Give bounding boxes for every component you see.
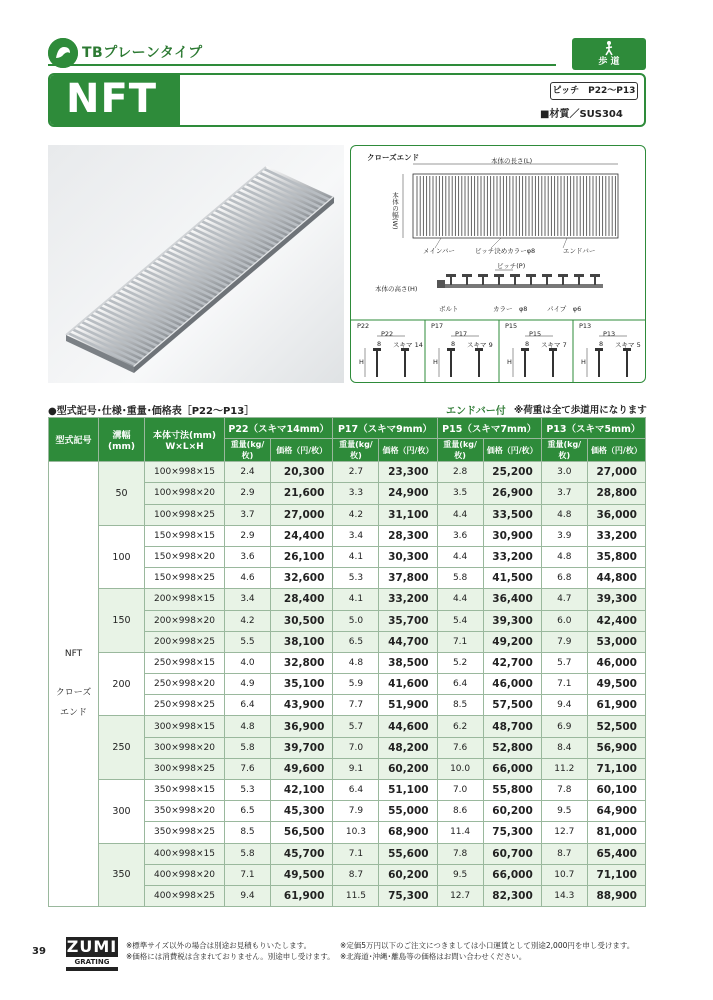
size-cell: 350×998×25 [145, 822, 225, 843]
price-cell: 44,800 [587, 568, 645, 589]
pitch-panel-title: P17 [431, 322, 444, 330]
width-cell: 150 [99, 589, 145, 653]
size-cell: 400×998×20 [145, 864, 225, 885]
table-row [49, 525, 646, 546]
width-cell: 50 [99, 462, 145, 526]
weight-cell: 8.6 [437, 801, 483, 822]
width-label: 本体の幅(W) [391, 192, 399, 230]
weight-cell: 9.4 [225, 885, 271, 906]
weight-cell: 7.6 [225, 758, 271, 779]
weight-cell: 9.1 [333, 758, 379, 779]
brand-logo-bottom: GRATING [66, 957, 118, 967]
price-cell: 36,900 [271, 716, 333, 737]
weight-cell: 4.1 [333, 546, 379, 567]
weight-cell: 4.8 [541, 504, 587, 525]
weight-cell: 8.5 [437, 695, 483, 716]
price-cell: 38,500 [379, 652, 437, 673]
price-cell: 49,600 [271, 758, 333, 779]
price-cell: 45,700 [271, 843, 333, 864]
pitch-height-label: H [359, 358, 364, 366]
price-cell: 27,000 [587, 462, 645, 483]
structure-diagram [350, 145, 646, 383]
weight-cell: 5.9 [333, 674, 379, 695]
price-cell: 31,100 [379, 504, 437, 525]
price-cell: 52,500 [587, 716, 645, 737]
weight-cell: 3.0 [541, 462, 587, 483]
width-cell: 350 [99, 843, 145, 907]
weight-cell: 8.7 [333, 864, 379, 885]
size-cell: 250×998×15 [145, 652, 225, 673]
price-cell: 68,900 [379, 822, 437, 843]
weight-cell: 7.0 [437, 780, 483, 801]
size-cell: 150×998×15 [145, 525, 225, 546]
model-cell: NFT クローズ エンド [49, 462, 99, 907]
size-cell: 300×998×15 [145, 716, 225, 737]
width-cell: 200 [99, 652, 145, 716]
pitch-height-label: H [507, 358, 512, 366]
weight-cell: 4.4 [437, 589, 483, 610]
size-cell: 200×998×15 [145, 589, 225, 610]
price-cell: 49,200 [483, 631, 541, 652]
pitch-dim-value: P17 [455, 330, 468, 338]
weight-cell: 10.0 [437, 758, 483, 779]
pitch-gap-label: スキマ 9 [467, 341, 493, 349]
pitch-panel-title: P22 [357, 322, 370, 330]
weight-cell: 6.4 [225, 695, 271, 716]
weight-cell: 9.5 [541, 801, 587, 822]
price-cell: 28,800 [587, 483, 645, 504]
weight-cell: 6.5 [225, 801, 271, 822]
weight-cell: 2.9 [225, 483, 271, 504]
subheader-price: 価格（円/枚） [271, 439, 333, 462]
pitch-bar-width: 8 [451, 340, 456, 348]
size-cell: 150×998×20 [145, 546, 225, 567]
weight-cell: 5.7 [541, 652, 587, 673]
bolt-label: ボルト [439, 305, 459, 313]
pitch-gap-label: スキマ 7 [541, 341, 567, 349]
table-row [49, 716, 646, 737]
pitch-gap-label: スキマ 5 [615, 341, 641, 349]
price-cell: 51,900 [379, 695, 437, 716]
size-cell: 100×998×20 [145, 483, 225, 504]
price-cell: 48,200 [379, 737, 437, 758]
weight-cell: 11.5 [333, 885, 379, 906]
price-cell: 33,200 [587, 525, 645, 546]
price-cell: 27,000 [271, 504, 333, 525]
price-cell: 66,000 [483, 758, 541, 779]
subheader-weight: 重量(kg/枚) [225, 439, 271, 462]
price-cell: 41,500 [483, 568, 541, 589]
price-cell: 48,700 [483, 716, 541, 737]
price-cell: 26,900 [483, 483, 541, 504]
closed-end-label: クローズエンド [367, 153, 420, 162]
spec-price-table [48, 417, 646, 907]
header-size: 本体寸法(mm) W×L×H [145, 418, 225, 462]
price-cell: 30,300 [379, 546, 437, 567]
weight-cell: 5.4 [437, 610, 483, 631]
pitch-bar-width: 8 [377, 340, 382, 348]
weight-cell: 10.3 [333, 822, 379, 843]
brand-logo-top: ZUMI [66, 937, 118, 956]
weight-cell: 7.9 [541, 631, 587, 652]
size-cell: 300×998×25 [145, 758, 225, 779]
price-cell: 37,800 [379, 568, 437, 589]
weight-cell: 4.8 [225, 716, 271, 737]
weight-cell: 4.4 [437, 504, 483, 525]
weight-cell: 4.7 [541, 589, 587, 610]
price-cell: 20,300 [271, 462, 333, 483]
price-cell: 49,500 [587, 674, 645, 695]
weight-cell: 4.1 [333, 589, 379, 610]
price-cell: 30,500 [271, 610, 333, 631]
weight-cell: 7.0 [333, 737, 379, 758]
weight-cell: 3.7 [541, 483, 587, 504]
price-cell: 82,300 [483, 885, 541, 906]
pedestrian-badge [572, 38, 646, 70]
pitch-height-label: H [581, 358, 586, 366]
size-cell: 250×998×25 [145, 695, 225, 716]
price-cell: 49,500 [271, 864, 333, 885]
size-cell: 350×998×15 [145, 780, 225, 801]
size-cell: 400×998×15 [145, 843, 225, 864]
weight-cell: 3.6 [437, 525, 483, 546]
weight-cell: 8.5 [225, 822, 271, 843]
price-cell: 46,000 [587, 652, 645, 673]
height-label: 本体の高さ(H) [375, 285, 418, 293]
weight-cell: 5.0 [333, 610, 379, 631]
table-row [49, 462, 646, 483]
price-cell: 64,900 [587, 801, 645, 822]
pitch-panel-title: P13 [579, 322, 592, 330]
subheader-weight: 重量(kg/枚) [437, 439, 483, 462]
width-cell: 250 [99, 716, 145, 780]
pitch-dim-value: P15 [529, 330, 542, 338]
pitch-range: ピッチ P22〜P13 [550, 82, 638, 100]
size-cell: 200×998×25 [145, 631, 225, 652]
price-cell: 55,000 [379, 801, 437, 822]
price-cell: 88,900 [587, 885, 645, 906]
weight-cell: 11.4 [437, 822, 483, 843]
weight-cell: 5.8 [225, 737, 271, 758]
weight-cell: 4.0 [225, 652, 271, 673]
weight-cell: 3.4 [333, 525, 379, 546]
size-cell: 400×998×25 [145, 885, 225, 906]
price-cell: 35,700 [379, 610, 437, 631]
weight-cell: 7.1 [333, 843, 379, 864]
size-cell: 150×998×25 [145, 568, 225, 589]
price-cell: 60,200 [483, 801, 541, 822]
footnote-3: ※定価5万円以下のご注文につきましては小口運賃として別途2,000円を申し受けます。 [340, 941, 635, 950]
weight-cell: 4.4 [437, 546, 483, 567]
pipe-label: パイプ φ6 [547, 305, 582, 313]
weight-cell: 4.6 [225, 568, 271, 589]
weight-cell: 2.7 [333, 462, 379, 483]
weight-cell: 4.9 [225, 674, 271, 695]
weight-cell: 5.3 [225, 780, 271, 801]
header-p15: P15（スキマ7mm） [437, 418, 541, 439]
weight-cell: 12.7 [437, 885, 483, 906]
weight-cell: 7.1 [541, 674, 587, 695]
size-cell: 100×998×15 [145, 462, 225, 483]
pitch-bar-width: 8 [599, 340, 604, 348]
weight-cell: 12.7 [541, 822, 587, 843]
price-cell: 30,900 [483, 525, 541, 546]
material-label: ■材質／SUS304 [540, 109, 623, 120]
header-width: 溝幅 (mm) [99, 418, 145, 462]
price-cell: 45,300 [271, 801, 333, 822]
weight-cell: 9.4 [541, 695, 587, 716]
end-bar-label: エンドバー [563, 247, 596, 255]
pitch-dim-value: P13 [603, 330, 616, 338]
weight-cell: 5.5 [225, 631, 271, 652]
price-cell: 28,400 [271, 589, 333, 610]
pitch-height-label: H [433, 358, 438, 366]
footnote-2: ※価格には消費税は含まれておりません。別途申し受けます。 [126, 952, 335, 961]
weight-cell: 8.7 [541, 843, 587, 864]
price-cell: 23,300 [379, 462, 437, 483]
price-cell: 36,000 [587, 504, 645, 525]
pitch-dim-value: P22 [381, 330, 394, 338]
weight-cell: 7.9 [333, 801, 379, 822]
weight-cell: 4.8 [541, 546, 587, 567]
price-cell: 28,300 [379, 525, 437, 546]
pitch-bar-width: 8 [525, 340, 530, 348]
weight-cell: 6.9 [541, 716, 587, 737]
price-cell: 55,800 [483, 780, 541, 801]
page-number: 39 [32, 946, 46, 957]
weight-cell: 7.8 [437, 843, 483, 864]
price-cell: 57,500 [483, 695, 541, 716]
weight-cell: 5.8 [225, 843, 271, 864]
size-cell: 300×998×20 [145, 737, 225, 758]
weight-cell: 7.1 [437, 631, 483, 652]
size-cell: 200×998×20 [145, 610, 225, 631]
price-cell: 55,600 [379, 843, 437, 864]
price-cell: 60,200 [379, 864, 437, 885]
subheader-price: 価格（円/枚） [587, 439, 645, 462]
weight-cell: 5.3 [333, 568, 379, 589]
price-cell: 35,800 [587, 546, 645, 567]
price-cell: 52,800 [483, 737, 541, 758]
end-bar-note: エンドバー付 [446, 406, 506, 417]
price-cell: 41,600 [379, 674, 437, 695]
price-cell: 81,000 [587, 822, 645, 843]
price-cell: 61,900 [587, 695, 645, 716]
header-model: 型式記号 [49, 418, 99, 462]
collar-label: カラー φ8 [493, 305, 528, 313]
price-cell: 39,700 [271, 737, 333, 758]
price-cell: 42,100 [271, 780, 333, 801]
price-cell: 75,300 [483, 822, 541, 843]
price-cell: 44,600 [379, 716, 437, 737]
brand-logo [66, 937, 118, 971]
walk-label: 歩 道 [598, 57, 620, 67]
weight-cell: 11.2 [541, 758, 587, 779]
price-cell: 42,400 [587, 610, 645, 631]
pitch-panel-title: P15 [505, 322, 518, 330]
pitch-gap-label: スキマ 14 [393, 341, 423, 349]
price-cell: 33,200 [483, 546, 541, 567]
weight-cell: 4.8 [333, 652, 379, 673]
price-cell: 39,300 [483, 610, 541, 631]
price-cell: 26,100 [271, 546, 333, 567]
weight-cell: 2.4 [225, 462, 271, 483]
weight-cell: 7.7 [333, 695, 379, 716]
weight-cell: 8.4 [541, 737, 587, 758]
price-cell: 46,000 [483, 674, 541, 695]
price-cell: 56,900 [587, 737, 645, 758]
weight-cell: 6.2 [437, 716, 483, 737]
size-cell: 250×998×20 [145, 674, 225, 695]
weight-cell: 5.2 [437, 652, 483, 673]
weight-cell: 7.1 [225, 864, 271, 885]
price-cell: 33,200 [379, 589, 437, 610]
price-cell: 75,300 [379, 885, 437, 906]
weight-cell: 6.8 [541, 568, 587, 589]
price-cell: 65,400 [587, 843, 645, 864]
price-cell: 42,700 [483, 652, 541, 673]
table-row [49, 843, 646, 864]
price-cell: 38,100 [271, 631, 333, 652]
price-cell: 51,100 [379, 780, 437, 801]
weight-cell: 6.5 [333, 631, 379, 652]
weight-cell: 6.4 [437, 674, 483, 695]
price-cell: 21,600 [271, 483, 333, 504]
price-cell: 36,400 [483, 589, 541, 610]
pitch-collar-label: ピッチ決めカラーφ8 [475, 247, 536, 255]
size-cell: 350×998×20 [145, 801, 225, 822]
price-cell: 32,600 [271, 568, 333, 589]
table-row [49, 780, 646, 801]
header-p22: P22（スキマ14mm） [225, 418, 333, 439]
weight-cell: 7.6 [437, 737, 483, 758]
price-cell: 35,100 [271, 674, 333, 695]
footnote-4: ※北海道･沖縄･離島等の価格はお問い合わせください。 [340, 952, 527, 961]
weight-cell: 5.7 [333, 716, 379, 737]
price-cell: 44,700 [379, 631, 437, 652]
weight-cell: 2.8 [437, 462, 483, 483]
price-cell: 32,800 [271, 652, 333, 673]
header-p17: P17（スキマ9mm） [333, 418, 437, 439]
table-row [49, 589, 646, 610]
price-cell: 56,500 [271, 822, 333, 843]
price-cell: 53,000 [587, 631, 645, 652]
price-cell: 39,300 [587, 589, 645, 610]
price-cell: 60,200 [379, 758, 437, 779]
weight-cell: 3.3 [333, 483, 379, 504]
pitch-p-label: ピッチ(P) [497, 262, 526, 270]
price-cell: 60,100 [587, 780, 645, 801]
weight-cell: 3.6 [225, 546, 271, 567]
price-cell: 60,700 [483, 843, 541, 864]
main-bar-label: メインバー [423, 247, 455, 255]
weight-cell: 3.5 [437, 483, 483, 504]
subheader-price: 価格（円/枚） [483, 439, 541, 462]
price-cell: 24,900 [379, 483, 437, 504]
weight-cell: 3.9 [541, 525, 587, 546]
price-cell: 43,900 [271, 695, 333, 716]
weight-cell: 4.2 [333, 504, 379, 525]
size-cell: 100×998×25 [145, 504, 225, 525]
weight-cell: 7.8 [541, 780, 587, 801]
price-cell: 61,900 [271, 885, 333, 906]
price-cell: 71,100 [587, 758, 645, 779]
weight-cell: 3.4 [225, 589, 271, 610]
price-cell: 24,400 [271, 525, 333, 546]
weight-cell: 4.2 [225, 610, 271, 631]
weight-cell: 9.5 [437, 864, 483, 885]
length-label: 本体の長さ(L) [491, 157, 533, 165]
footnote-1: ※標準サイズ以外の場合は別途お見積もりいたします。 [126, 941, 312, 950]
product-photo [48, 145, 344, 383]
weight-cell: 2.9 [225, 525, 271, 546]
table-caption: ●型式記号･仕様･重量･価格表［P22〜P13］ [48, 406, 255, 417]
subheader-weight: 重量(kg/枚) [541, 439, 587, 462]
weight-cell: 3.7 [225, 504, 271, 525]
table-row [49, 652, 646, 673]
subheader-weight: 重量(kg/枚) [333, 439, 379, 462]
weight-cell: 5.8 [437, 568, 483, 589]
weight-cell: 14.3 [541, 885, 587, 906]
weight-cell: 10.7 [541, 864, 587, 885]
width-cell: 300 [99, 780, 145, 844]
page-title: NFT [66, 76, 158, 122]
price-cell: 66,000 [483, 864, 541, 885]
weight-cell: 6.0 [541, 610, 587, 631]
price-cell: 33,500 [483, 504, 541, 525]
header-p13: P13（スキマ5mm） [541, 418, 645, 439]
price-cell: 25,200 [483, 462, 541, 483]
price-cell: 71,100 [587, 864, 645, 885]
load-note: ※荷重は全て歩道用になります [514, 405, 647, 416]
series-label: TBプレーンタイプ [82, 45, 203, 61]
weight-cell: 6.4 [333, 780, 379, 801]
width-cell: 100 [99, 525, 145, 589]
subheader-price: 価格（円/枚） [379, 439, 437, 462]
header-divider [48, 64, 556, 66]
